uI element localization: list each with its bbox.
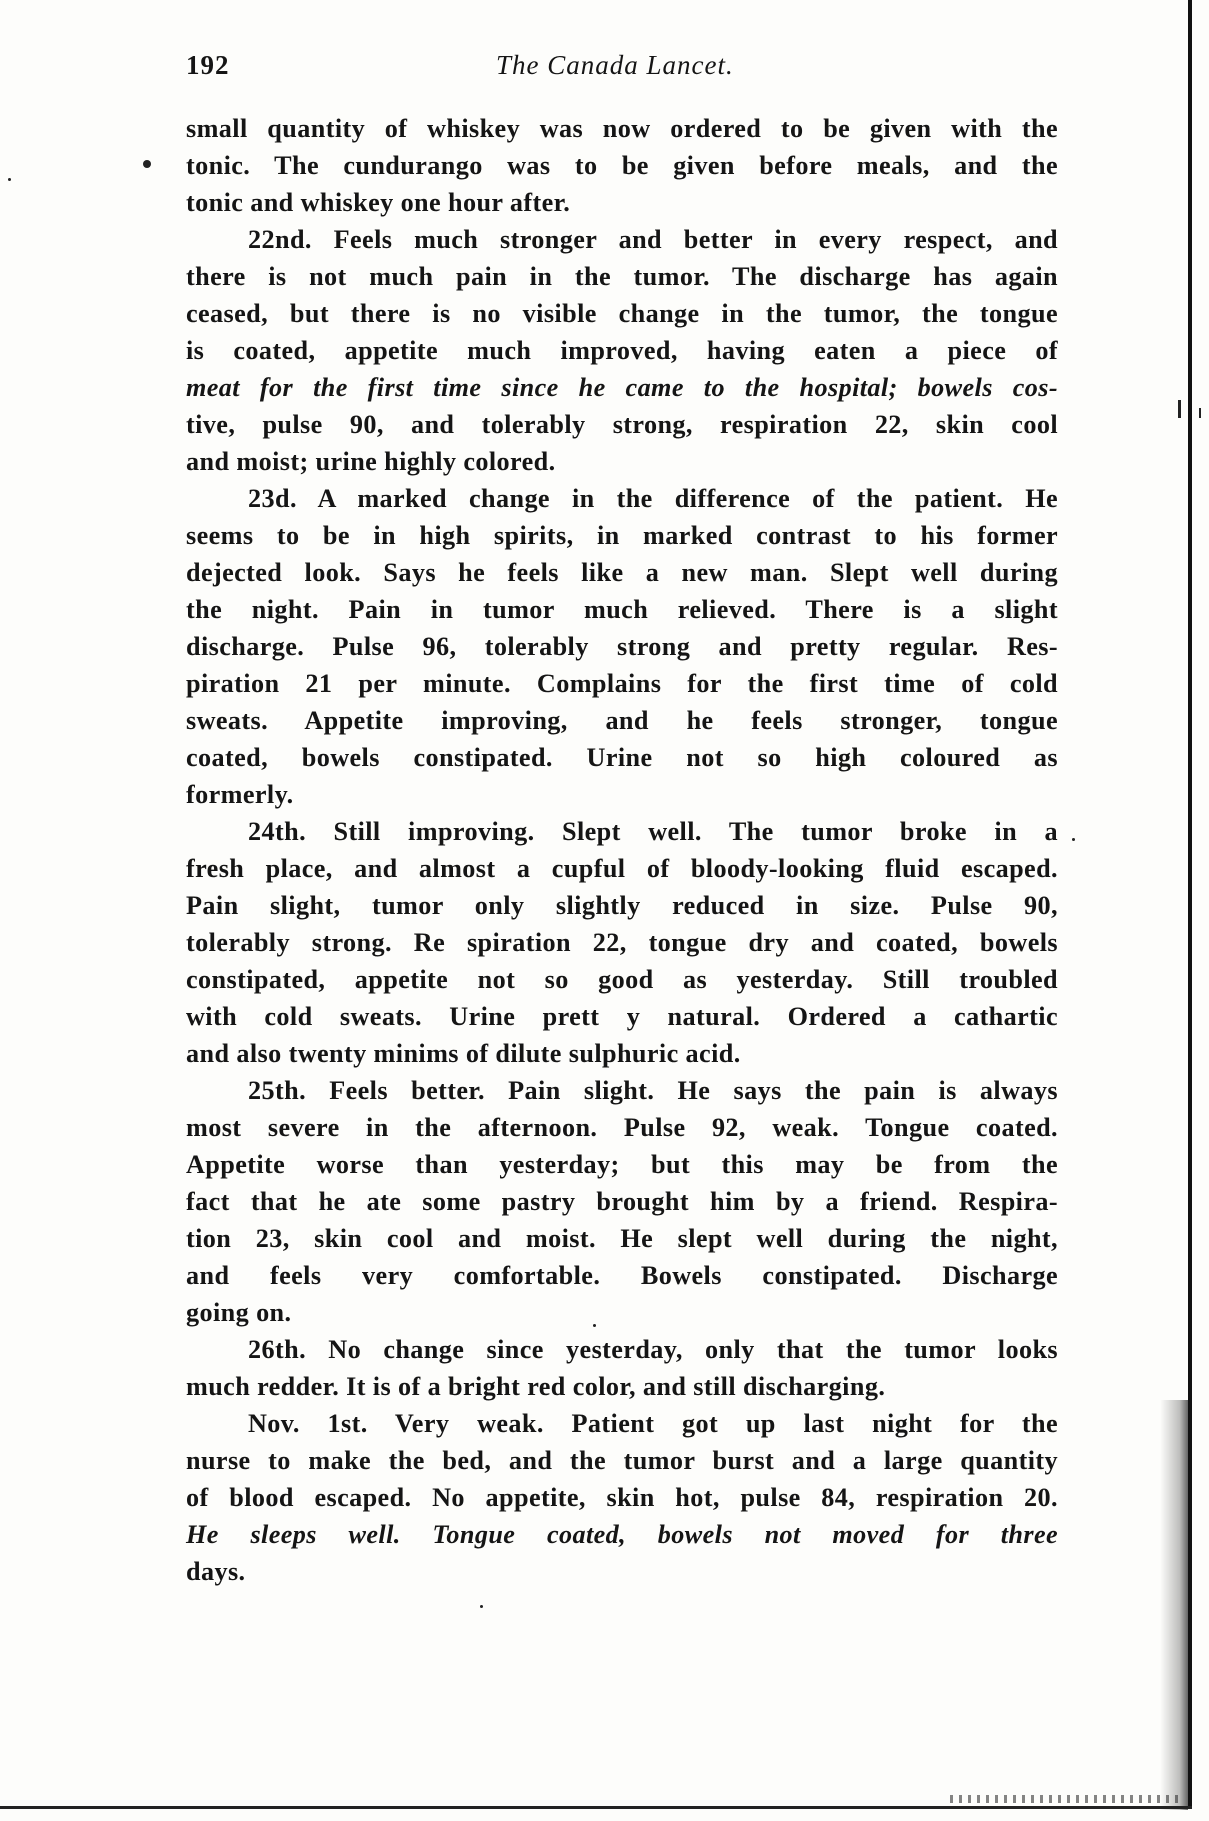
page-bottom-rule <box>0 1806 1192 1809</box>
text-line: 22nd. Feels much stronger and better in every respect, and <box>248 225 1058 254</box>
text-line: and feels very comfortable. Bowels constipated. Discharge <box>186 1261 1058 1290</box>
text-line: much redder. It is of a bright red color, and still discharging. <box>186 1372 886 1401</box>
text-line: 24th. Still improving. Slept well. The tumor broke in a <box>248 817 1058 846</box>
text-line: days. <box>186 1557 246 1586</box>
text-line: fresh place, and almost a cupful of bloody-looking fluid escaped. <box>186 854 1058 883</box>
article-body <box>186 110 1058 1590</box>
text-line: nurse to make the bed, and the tumor burst and a large quantity <box>186 1446 1058 1475</box>
text-line: formerly. <box>186 780 294 809</box>
margin-tick-mark <box>1199 408 1201 418</box>
text-line: dejected look. Says he feels like a new man. Slept well during <box>186 558 1058 587</box>
text-line-italic: He sleeps well. Tongue coated, bowels not moved for three <box>186 1520 1058 1549</box>
running-title: The Canada Lancet. <box>496 50 734 80</box>
ink-speck <box>593 1324 596 1327</box>
text-line: piration 21 per minute. Complains for the first time of cold <box>186 669 1058 698</box>
text-line: is coated, appetite much improved, having eaten a piece of <box>186 336 1058 365</box>
margin-bullet-mark <box>143 160 151 168</box>
text-line: tion 23, skin cool and moist. He slept well during the night, <box>186 1224 1058 1253</box>
page-number: 192 <box>186 50 230 80</box>
text-line: Pain slight, tumor only slightly reduced in size. Pulse 90, <box>186 891 1058 920</box>
text-line: and also twenty minims of dilute sulphuric acid. <box>186 1039 741 1068</box>
text-line: sweats. Appetite improving, and he feels stronger, tongue <box>186 706 1058 735</box>
text-line-italic: meat for the first time since he came to the hospital; bowels cos- <box>186 373 1058 402</box>
text-line: Nov. 1st. Very weak. Patient got up last night for the <box>248 1409 1058 1438</box>
margin-speck <box>8 178 11 181</box>
text-line: fact that he ate some pastry brought him by a friend. Respira- <box>186 1187 1058 1216</box>
text-line: constipated, appetite not so good as yesterday. Still troubled <box>186 965 1058 994</box>
text-line: going on. <box>186 1298 292 1327</box>
text-line: tonic and whiskey one hour after. <box>186 188 571 217</box>
text-line: seems to be in high spirits, in marked contrast to his former <box>186 521 1058 550</box>
text-line: ceased, but there is no visible change in the tumor, the tongue <box>186 299 1058 328</box>
text-line: and moist; urine highly colored. <box>186 447 556 476</box>
page-bottom-noise <box>950 1795 1180 1803</box>
text-line: coated, bowels constipated. Urine not so high coloured as <box>186 743 1058 772</box>
page-edge-rule <box>1188 0 1192 1808</box>
text-line: the night. Pain in tumor much relieved. There is a slight <box>186 595 1058 624</box>
text-line: 26th. No change since yesterday, only that the tumor looks <box>248 1335 1058 1364</box>
text-line: small quantity of whiskey was now ordered to be given with the <box>186 114 1058 143</box>
text-line: Appetite worse than yesterday; but this may be from the <box>186 1150 1058 1179</box>
margin-tick-mark <box>1178 400 1181 418</box>
text-line: 23d. A marked change in the difference of the patient. He <box>248 484 1058 513</box>
text-line: discharge. Pulse 96, tolerably strong and pretty regular. Res- <box>186 632 1058 661</box>
text-line: there is not much pain in the tumor. The discharge has again <box>186 262 1058 291</box>
page-edge-shadow <box>1160 1400 1188 1810</box>
text-line: tonic. The cundurango was to be given before meals, and the <box>186 151 1058 180</box>
margin-speck <box>1072 838 1075 841</box>
text-line: of blood escaped. No appetite, skin hot, pulse 84, respiration 20. <box>186 1483 1058 1512</box>
text-line: tolerably strong. Re spiration 22, tongue dry and coated, bowels <box>186 928 1058 957</box>
text-line: tive, pulse 90, and tolerably strong, respiration 22, skin cool <box>186 410 1058 439</box>
text-line: with cold sweats. Urine prett y natural. Ordered a cathartic <box>186 1002 1058 1031</box>
page-header <box>186 50 1061 90</box>
text-line: most severe in the afternoon. Pulse 92, weak. Tongue coated. <box>186 1113 1058 1142</box>
text-line: 25th. Feels better. Pain slight. He says the pain is always <box>248 1076 1058 1105</box>
ink-speck <box>480 1605 483 1608</box>
